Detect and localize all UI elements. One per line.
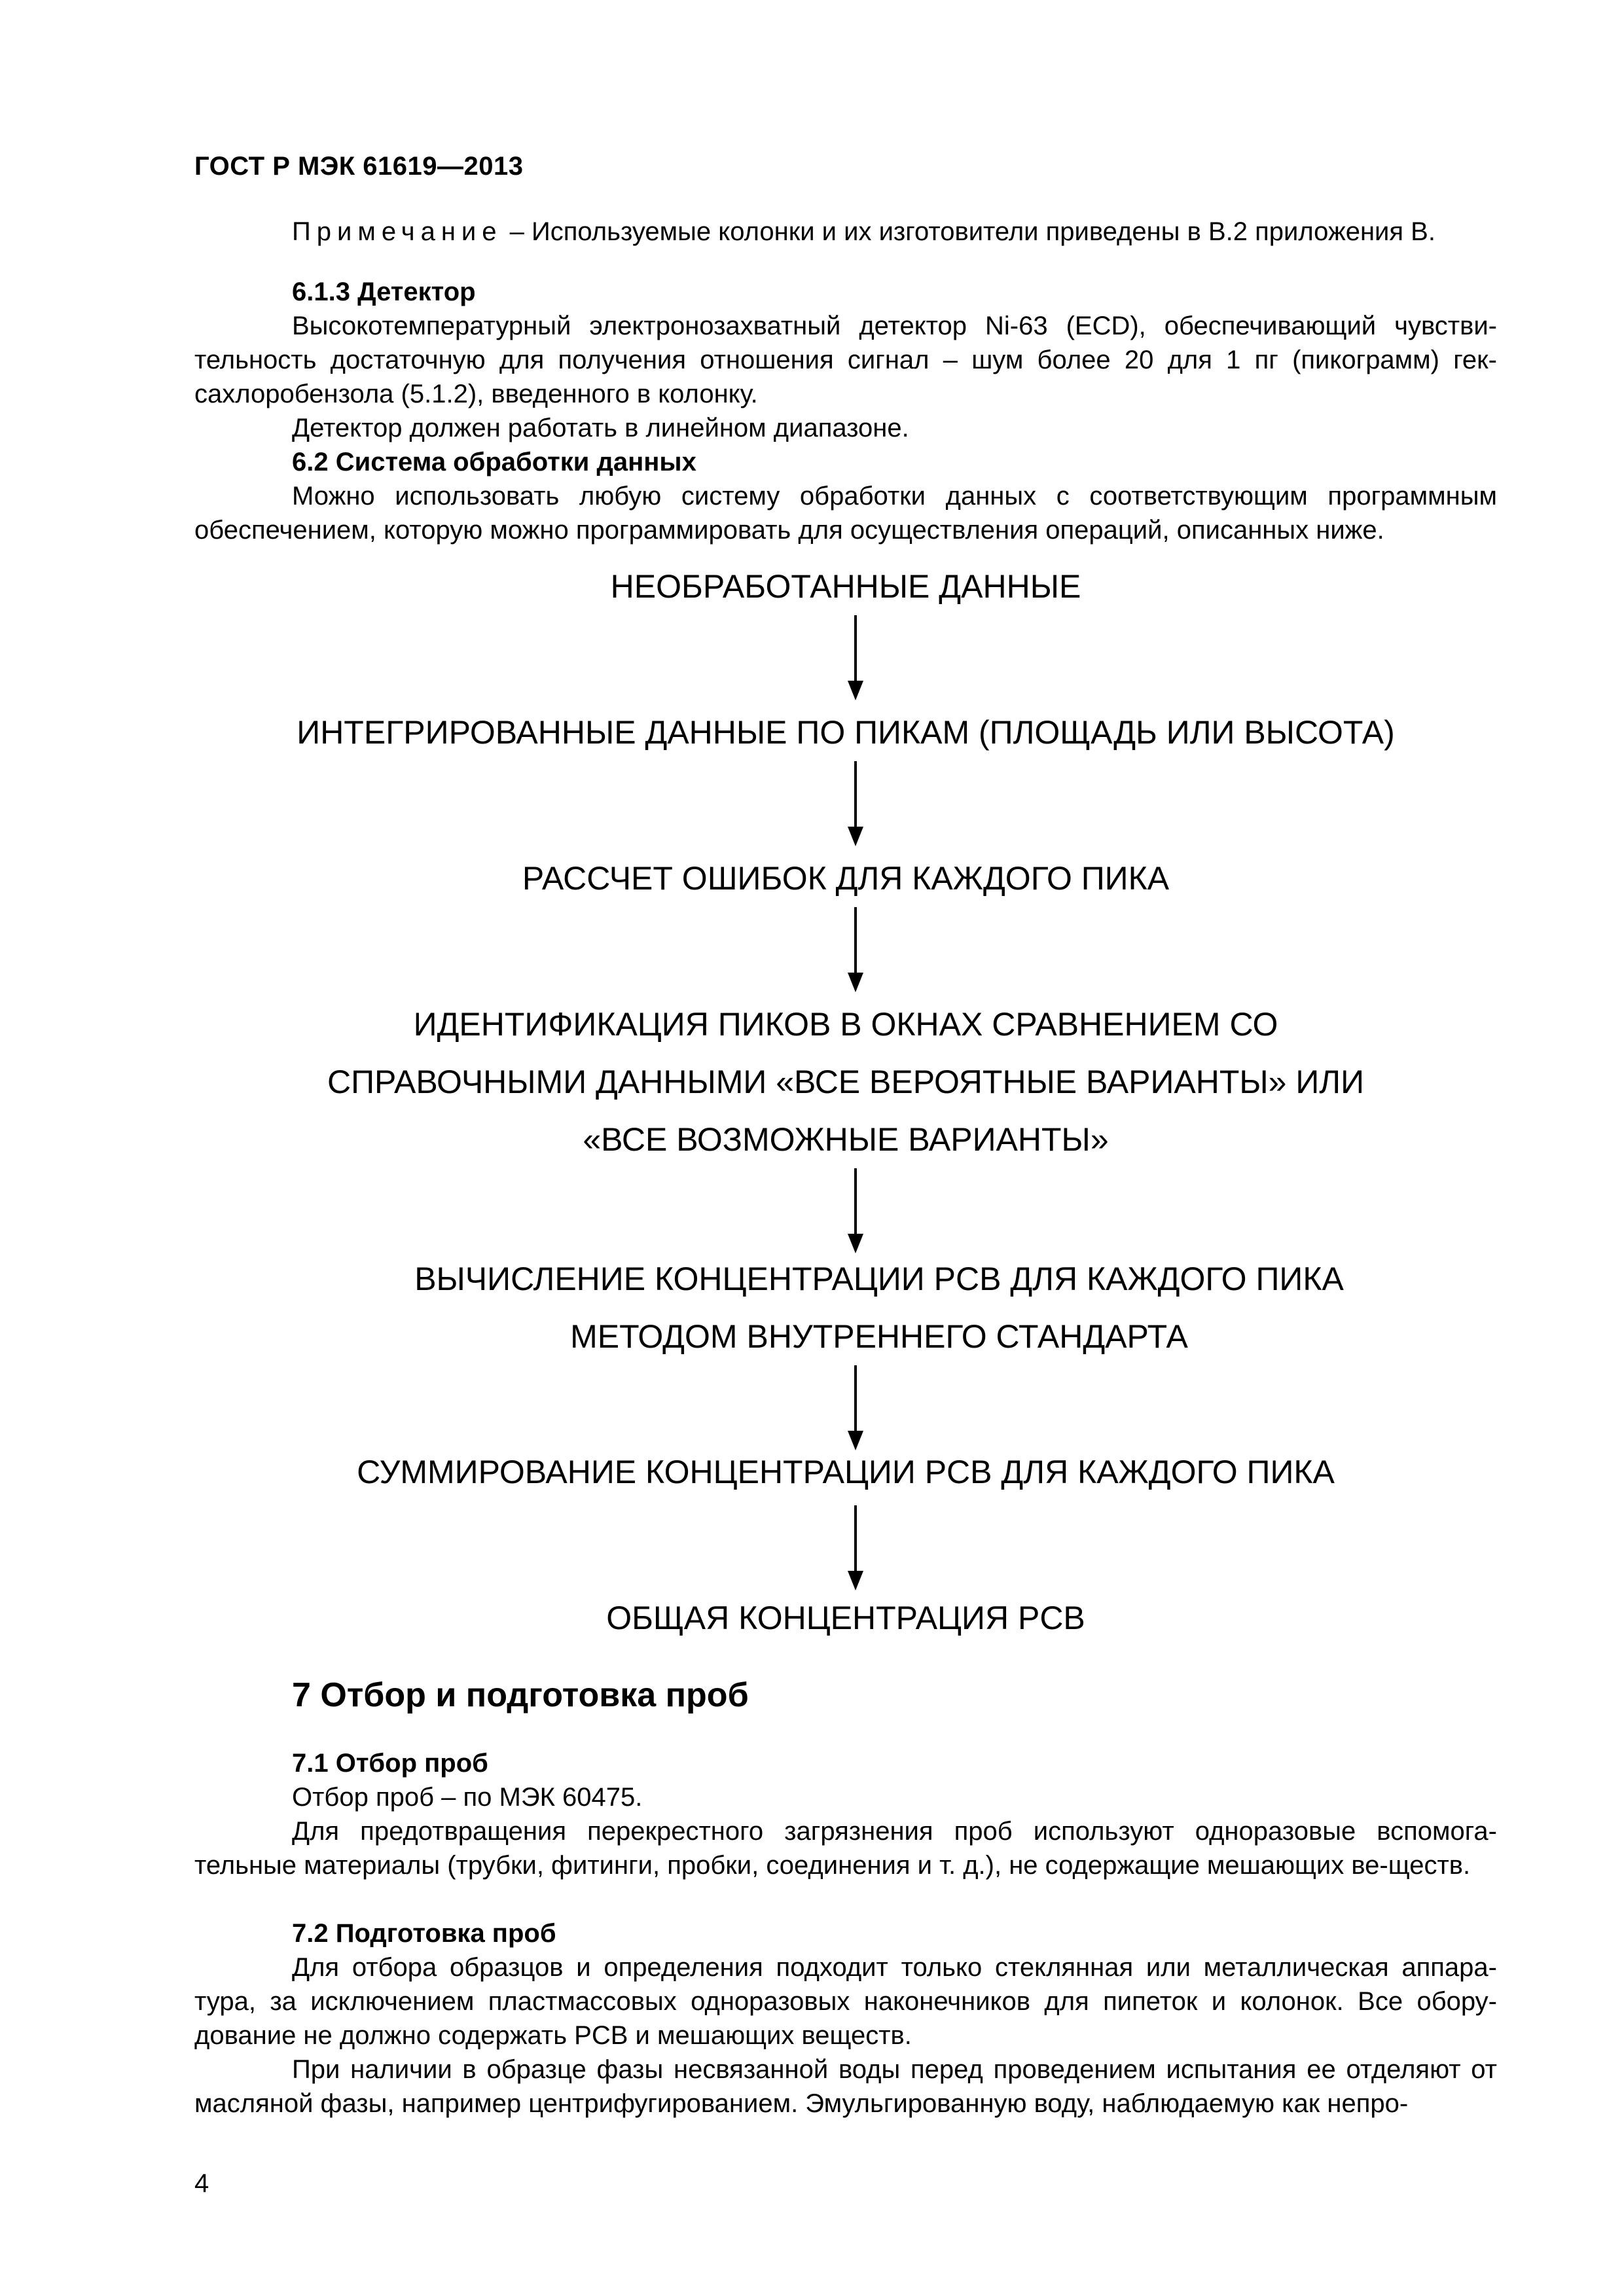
flow-step-raw-data	[194, 558, 1497, 615]
paragraph-detector-linear: Детектор должен работать в линейном диапазоне.	[292, 414, 909, 442]
flow-step-summation-text: СУММИРОВАНИЕ КОНЦЕНТРАЦИИ PCB ДЛЯ КАЖДОГО ПИКА	[357, 1454, 1335, 1490]
flow-step-peak-identification	[194, 996, 1497, 1168]
note	[292, 215, 1496, 249]
arrow-down-icon	[846, 1365, 865, 1450]
flow-step-summation	[194, 1443, 1497, 1501]
section-7-heading: 7 Отбор и подготовка проб	[292, 1676, 749, 1714]
arrow-down-icon	[846, 615, 865, 700]
flow-step-raw-data-text: НЕОБРАБОТАННЫЕ ДАННЫЕ	[610, 568, 1081, 605]
flow-step-integrated-data-text: ИНТЕГРИРОВАННЫЕ ДАННЫЕ ПО ПИКАМ (ПЛОЩАДЬ ИЛИ ВЫСОТА)	[297, 714, 1395, 751]
flow-step-integrated-data	[194, 704, 1497, 761]
heading-6-1-3: 6.1.3 Детектор	[292, 278, 476, 306]
paragraph-cross-contamination: Для предотвращения перекрестного загрязнения проб используют одноразовые вспомога-тельные материалы (трубки, фитинги, пробки, соединения и т. д.), не содержащие мешающих ве-ществ.	[194, 1817, 1497, 1880]
flow-step-peak-identification-line2: СПРАВОЧНЫМИ ДАННЫМИ «ВСЕ ВЕРОЯТНЫЕ ВАРИАНТЫ» ИЛИ	[327, 1064, 1365, 1100]
paragraph-sample-equipment: Для отбора образцов и определения подходит только стеклянная или металлическая аппара-тура, за исключением пластмассовых одноразовых наконечников для пипеток и колонок. Все обору-дование не должно содержать PCB и мешающих веществ.	[194, 1953, 1497, 2050]
arrow-down-icon	[846, 1168, 865, 1253]
heading-7-2: 7.2 Подготовка проб	[292, 1919, 556, 1948]
page-number: 4	[194, 2169, 209, 2198]
arrow-down-icon	[846, 761, 865, 846]
flow-step-error-calc-text: РАССЧЕТ ОШИБОК ДЛЯ КАЖДОГО ПИКА	[522, 860, 1170, 897]
flow-step-peak-identification-line3: «ВСЕ ВОЗМОЖНЫЕ ВАРИАНТЫ»	[583, 1121, 1109, 1158]
paragraph-detector: Высокотемпературный электронозахватный детектор Ni-63 (ECD), обеспечивающий чувстви-тельность достаточную для получения отношения сигнал – шум более 20 для 1 пг (пикограмм) гек-сахлоробензола (5.1.2), введенного в колонку.	[194, 312, 1497, 408]
paragraph-sampling-ref: Отбор проб – по МЭК 60475.	[292, 1783, 643, 1812]
flow-step-concentration-calc-line1: ВЫЧИСЛЕНИЕ КОНЦЕНТРАЦИИ PCB ДЛЯ КАЖДОГО ПИКА	[414, 1261, 1344, 1297]
heading-7-1: 7.1 Отбор проб	[292, 1749, 488, 1778]
note-label: Примечание	[292, 217, 503, 246]
flow-step-total-concentration	[194, 1589, 1497, 1647]
flow-step-peak-identification-line1: ИДЕНТИФИКАЦИЯ ПИКОВ В ОКНАХ СРАВНЕНИЕМ СО	[413, 1006, 1278, 1043]
flow-step-concentration-calc	[369, 1250, 1390, 1365]
heading-6-2: 6.2 Система обработки данных	[292, 448, 696, 476]
paragraph-data-system: Можно использовать любую систему обработки данных с соответствующим программным обеспечением, которую можно программировать для осуществления операций, описанных ниже.	[194, 482, 1497, 545]
standard-header: ГОСТ Р МЭК 61619—2013	[194, 152, 524, 181]
arrow-down-icon	[846, 1505, 865, 1590]
arrow-down-icon	[846, 907, 865, 992]
flow-step-total-concentration-text: ОБЩАЯ КОНЦЕНТРАЦИЯ PCB	[606, 1600, 1085, 1636]
flow-step-error-calc	[194, 850, 1497, 907]
note-text: – Используемые колонки и их изготовители приведены в В.2 приложения В.	[502, 217, 1435, 246]
paragraph-water-phase: При наличии в образце фазы несвязанной воды перед проведением испытания ее отделяют от масляной фазы, например центрифугированием. Эмульгированную воду, наблюдаемую как непро-	[194, 2055, 1497, 2118]
flow-step-concentration-calc-line2: МЕТОДОМ ВНУТРЕННЕГО СТАНДАРТА	[570, 1318, 1188, 1355]
